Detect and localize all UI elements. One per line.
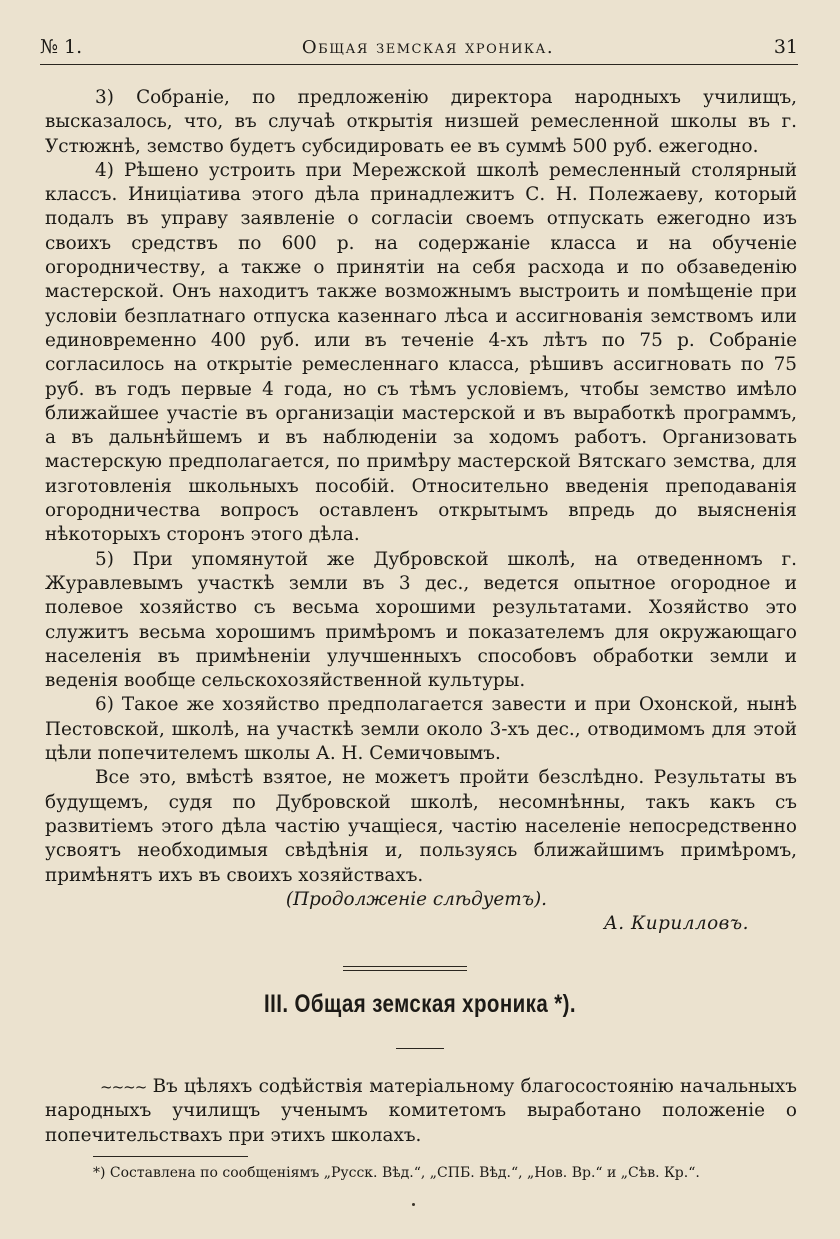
heading-rule bbox=[396, 1048, 444, 1049]
chronicle-entry bbox=[45, 1075, 797, 1148]
page-number: 31 bbox=[773, 36, 798, 58]
paragraph-3: 3) Собраніе, по предложенію директора народныхъ училищъ, высказалось, что, въ случаѣ открытія низшей ремесленной школы въ г. Устюжнѣ, земство будетъ субсидировать ее въ суммѣ 500 руб. ежегодно. bbox=[45, 87, 797, 157]
page-speck bbox=[412, 1203, 415, 1206]
paragraph-5: 5) При упомянутой же Дубровской школѣ, на отведенномъ г. Журавлевымъ участкѣ земли въ 3 дес., ведется опытное огородное и полевое хозяйство съ весьма хорошими результатами. Хозяйство это служитъ весьма хорошимъ примѣромъ и показателемъ для окружающаго населенія въ примѣненіи улучшенныхъ способовъ обработки земли и веденія вообще сельскохозяйственной культуры. bbox=[45, 548, 797, 692]
page-header bbox=[40, 36, 798, 62]
header-rule bbox=[40, 64, 798, 65]
continued-note: (Продолженіе слѣдуетъ). bbox=[285, 888, 547, 910]
article-body bbox=[45, 86, 797, 936]
running-title: Общая земская хроника. bbox=[301, 37, 555, 58]
paragraph-6: 6) Такое же хозяйство предполагается завести и при Охонской, нынѣ Пестовской, школѣ, на участкѣ земли около 3-хъ дес., отводимомъ для этой цѣли попечителемъ школы А. Н. Семичовымъ. bbox=[45, 694, 797, 765]
footnote: *) Составлена по сообщеніямъ „Русск. Вѣд.“, „СПБ. Вѣд.“, „Нов. Вр.“ и „Сѣв. Кр.“. bbox=[93, 1165, 700, 1181]
section-divider bbox=[343, 966, 467, 971]
chronicle-paragraph bbox=[45, 1075, 797, 1148]
footnote-rule bbox=[93, 1156, 248, 1157]
tilde-marker: ~~~~ bbox=[100, 1078, 147, 1096]
chronicle-text: Въ цѣляхъ содѣйствія матеріальному благосостоянію начальныхъ народныхъ училищъ ученымъ комитетомъ выработано положеніе о попечительствахъ при этихъ школахъ. bbox=[45, 1076, 797, 1146]
section-heading: III. Общая земская хроника *). bbox=[264, 990, 576, 1018]
author-signature: А. Кирилловъ. bbox=[603, 913, 749, 935]
paragraph-conclusion: Все это, вмѣстѣ взятое, не можетъ пройти безслѣдно. Результаты въ будущемъ, судя по Дубровской школѣ, несомнѣнны, такъ какъ съ развитіемъ этого дѣла частію учащіеся, частію населеніе непосредственно усвоятъ необходимыя свѣдѣнія и, пользуясь ближайшимъ примѣромъ, примѣнятъ ихъ въ своихъ хозяйствахъ. bbox=[45, 767, 797, 886]
paragraph-4: 4) Рѣшено устроить при Мережской школѣ ремесленный столярный классъ. Иниціатива этого дѣла принадлежитъ С. Н. Полежаеву, который подалъ въ управу заявленіе о согласіи своемъ отпускать ежегодно изъ своихъ средствъ по 600 р. на содержаніе класса и на обученіе огородничеству, а также о принятіи на себя расхода и по обзаведенію мастерской. Онъ находитъ также возможнымъ выстроить и помѣщеніе при условіи безплатнаго отпуска казеннаго лѣса и ассигнованія земствомъ или единовременно 400 руб. или въ теченіе 4-хъ лѣтъ по 75 р. Собраніе согласилось на открытіе ремесленнаго класса, рѣшивъ ассигновать по 75 руб. въ годъ первые 4 года, но съ тѣмъ условіемъ, чтобы земство имѣло ближайшее участіе въ организаціи мастерской и въ выработкѣ программъ, а въ дальнѣйшемъ и въ наблюденіи за ходомъ работъ. Организовать мастерскую предполагается, по примѣру мастерской Вятскаго земства, для изготовленія школьныхъ пособій. Относительно введенія преподаванія огородничества вопросъ оставленъ открытымъ впредь до выясненія нѣкоторыхъ сторонъ этого дѣла. bbox=[45, 159, 797, 546]
issue-number: № 1. bbox=[40, 36, 83, 58]
